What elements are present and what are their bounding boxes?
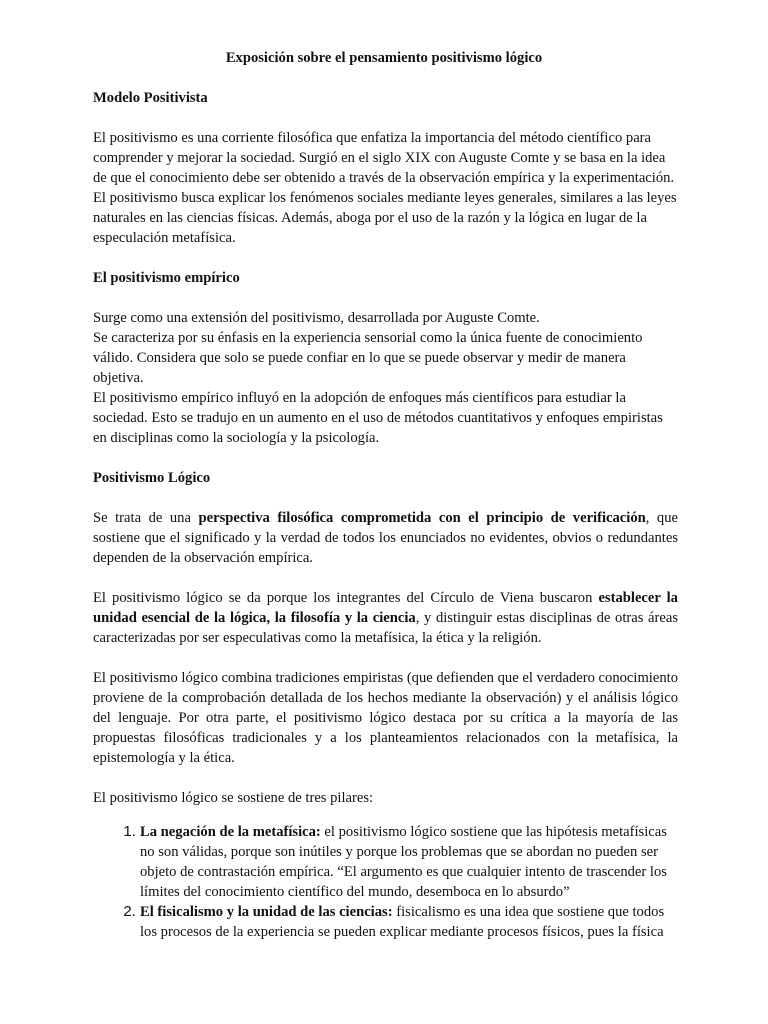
paragraph-logico-2-end: , y distinguir estas disciplinas de otras áreas caracterizadas por ser especulativas como la metafísica, la ética y la religión. [93,610,679,646]
pillar-2-text: fisicalismo es una idea que sostiene que todos los procesos de la experiencia se pueden explicar mediante procesos físicos, pues la física [140,904,665,940]
pillar-1-text: el positivismo lógico sostiene que las hipótesis metafísicas no son válidas, porque son inútiles y porque los problemas que se abordan no pueden ser objeto de contrastación empírica. “El argumento es que cualquier intento de trascender los límites del conocimiento científico del mundo, desemboca en lo absurdo” [140,824,667,900]
pillars-list [93,822,678,942]
list-item [140,902,678,942]
document-title: Exposición sobre el pensamiento positivismo lógico [225,50,543,66]
pillar-2-title: El fisicalismo y la unidad de las ciencias: [140,904,393,920]
paragraph-logico-1-start: Se trata de una [93,510,199,526]
paragraph-logico-2 [93,588,678,648]
paragraph-logico-2-start: El positivismo lógico se da porque los integrantes del Círculo de Viena buscaron [93,590,599,606]
pillar-1-title: La negación de la metafísica: [140,824,321,840]
heading-positivismo-empirico: El positivismo empírico [93,270,240,286]
paragraph-empirico-2: Se caracteriza por su énfasis en la experiencia sensorial como la única fuente de conocimiento válido. Considera que solo se puede confiar en lo que se puede observar y medir de manera objetiva. [93,330,643,386]
paragraph-logico-1-end: , que sostiene que el significado y la verdad de todos los enunciados no evidentes, obvios o redundantes dependen de la observación empírica. [93,510,678,566]
paragraph-logico-1 [93,508,678,568]
heading-positivismo-logico: Positivismo Lógico [93,470,211,486]
paragraph-logico-2-bold: establecer la unidad esencial de la lógica, la filosofía y la ciencia [93,590,678,626]
paragraph-logico-4: El positivismo lógico se sostiene de tres pilares: [93,790,374,806]
heading-modelo-positivista: Modelo Positivista [93,90,208,106]
paragraph-empirico-3: El positivismo empírico influyó en la adopción de enfoques más científicos para estudiar la sociedad. Esto se tradujo en un aumento en el uso de métodos cuantitativos y enfoques empiristas en disciplinas como la sociología y la psicología. [93,390,663,446]
paragraph-empirico-1: Surge como una extensión del positivismo, desarrollada por Auguste Comte. [93,310,540,326]
paragraph-logico-3: El positivismo lógico combina tradiciones empiristas (que defienden que el verdadero conocimiento proviene de la comprobación detallada de los hechos mediante la observación) y el análisis lógico del lenguaje. Por otra parte, el positivismo lógico destaca por su crítica a la mayoría de las propuestas filosóficas tradicionales y a los planteamientos relacionados con la metafísica, la epistemología y la ética. [93,670,678,766]
paragraph-logico-1-bold: perspectiva filosófica comprometida con el principio de verificación [198,510,646,526]
paragraph-modelo: El positivismo es una corriente filosófica que enfatiza la importancia del método científico para comprender y mejorar la sociedad. Surgió en el siglo XIX con Auguste Comte y se basa en la idea de que el conocimiento debe ser obtenido a través de la observación empírica y la experimentación. El positivismo busca explicar los fenómenos sociales mediante leyes generales, similares a las leyes naturales en las ciencias físicas. Además, aboga por el uso de la razón y la lógica en lugar de la especulación metafísica. [93,130,677,246]
list-item [140,822,678,902]
